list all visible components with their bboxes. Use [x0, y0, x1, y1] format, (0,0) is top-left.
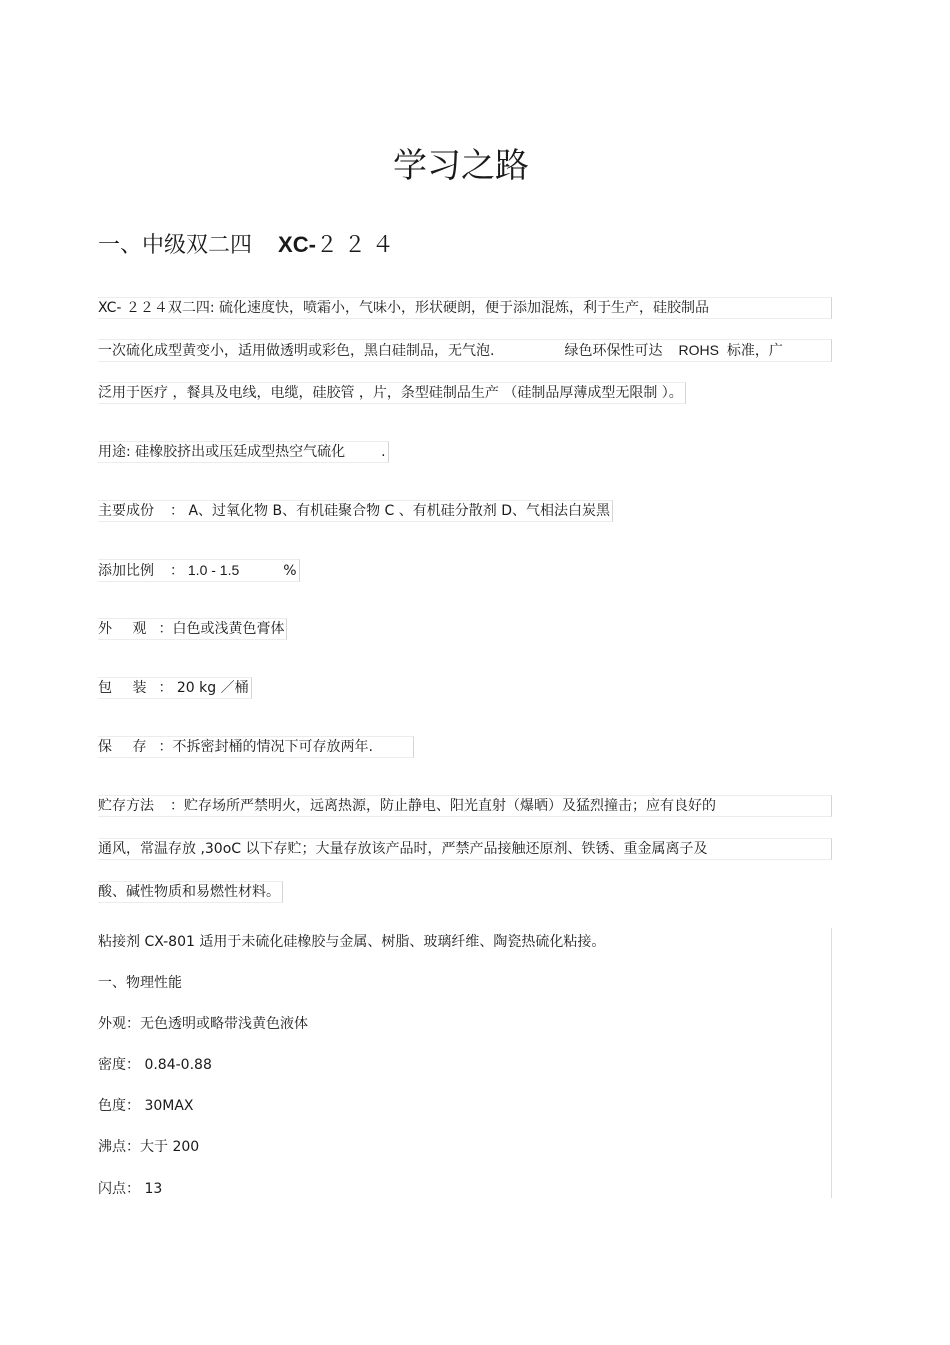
page-title: 学习之路: [393, 146, 529, 186]
paragraph-line-2: [98, 339, 832, 362]
method-line-3: 酸、碱性物质和易燃性材料。: [98, 881, 283, 903]
package-label: 包 装: [98, 680, 147, 696]
ratio-value: ： 1.0 - 1.5: [170, 562, 240, 578]
heading-prefix: 一、中级双二四: [98, 233, 253, 258]
composition-line: [98, 500, 613, 522]
ratio-unit: %: [283, 563, 297, 579]
paragraph-line-3: 泛用于医疗 ，餐具及电线，电缆，硅胶管 ，片，条型硅制品生产 （硅制品厚薄成型无限制 ）。: [98, 382, 686, 404]
paragraph-line-1: XC- ２２４双二四: 硫化速度快，喷霜小，气味小，形状硬朗，便于添加混炼，利于生产，硅胶制品: [98, 297, 832, 319]
storage-value: ：不拆密封桶的情况下可存放两年.: [158, 739, 373, 755]
usage-end: .: [381, 444, 386, 460]
appearance-line: [98, 618, 287, 640]
adhesive-boiling-point: 沸点：大于 200: [98, 1139, 200, 1155]
method-line-2: 通风，常温存放 ,30oC 以下存贮；大量存放该产品时，严禁产品接触还原剂、铁锈、重金属离子及: [98, 838, 832, 860]
column-divider: [831, 928, 832, 1198]
adhesive-density: 密度： 0.84-0.88: [98, 1057, 212, 1073]
adhesive-intro: 粘接剂 CX-801 适用于未硫化硅橡胶与金属、树脂、玻璃纤维、陶瓷热硫化粘接。: [98, 934, 606, 950]
storage-line: [98, 736, 414, 758]
adhesive-flash-point: 闪点： 13: [98, 1181, 163, 1197]
paragraph-line-2b: 绿色环保性可达: [564, 343, 663, 359]
paragraph-line-2d: 标准，广: [726, 343, 783, 359]
appearance-value: ：白色或浅黄色膏体: [158, 621, 285, 637]
adhesive-color: 色度： 30MAX: [98, 1098, 194, 1114]
usage-value: 硅橡胶挤出或压廷成型热空气硫化: [135, 444, 346, 460]
storage-label: 保 存: [98, 739, 147, 755]
usage-label: 用途:: [98, 444, 131, 460]
adhesive-section-title: 一、物理性能: [98, 975, 182, 991]
ratio-line: [98, 559, 300, 582]
section-heading: [98, 228, 400, 259]
heading-digits: ２２４: [315, 233, 400, 258]
paragraph-line-2c: ROHS: [678, 342, 719, 358]
package-line: [98, 677, 252, 699]
paragraph-line-2a: 一次硫化成型黄变小，适用做透明或彩色，黑白硅制品，无气泡.: [98, 343, 495, 359]
method-line-1: [98, 795, 832, 817]
appearance-label: 外 观: [98, 621, 147, 637]
method-label: 贮存方法: [98, 798, 154, 814]
composition-value: ： A、过氧化物 B、有机硅聚合物 C 、有机硅分散剂 D、气相法白炭黑: [170, 503, 610, 519]
usage-line: [98, 441, 389, 463]
method-value-1: ：贮存场所严禁明火，远离热源，防止静电、阳光直射（爆晒）及猛烈撞击；应有良好的: [170, 798, 716, 814]
composition-label: 主要成份: [98, 503, 154, 519]
heading-code: XC-: [278, 232, 316, 257]
ratio-label: 添加比例: [98, 563, 154, 579]
package-value: ： 20 kg ／桶: [158, 680, 249, 696]
adhesive-appearance: 外观：无色透明或略带浅黄色液体: [98, 1016, 308, 1032]
